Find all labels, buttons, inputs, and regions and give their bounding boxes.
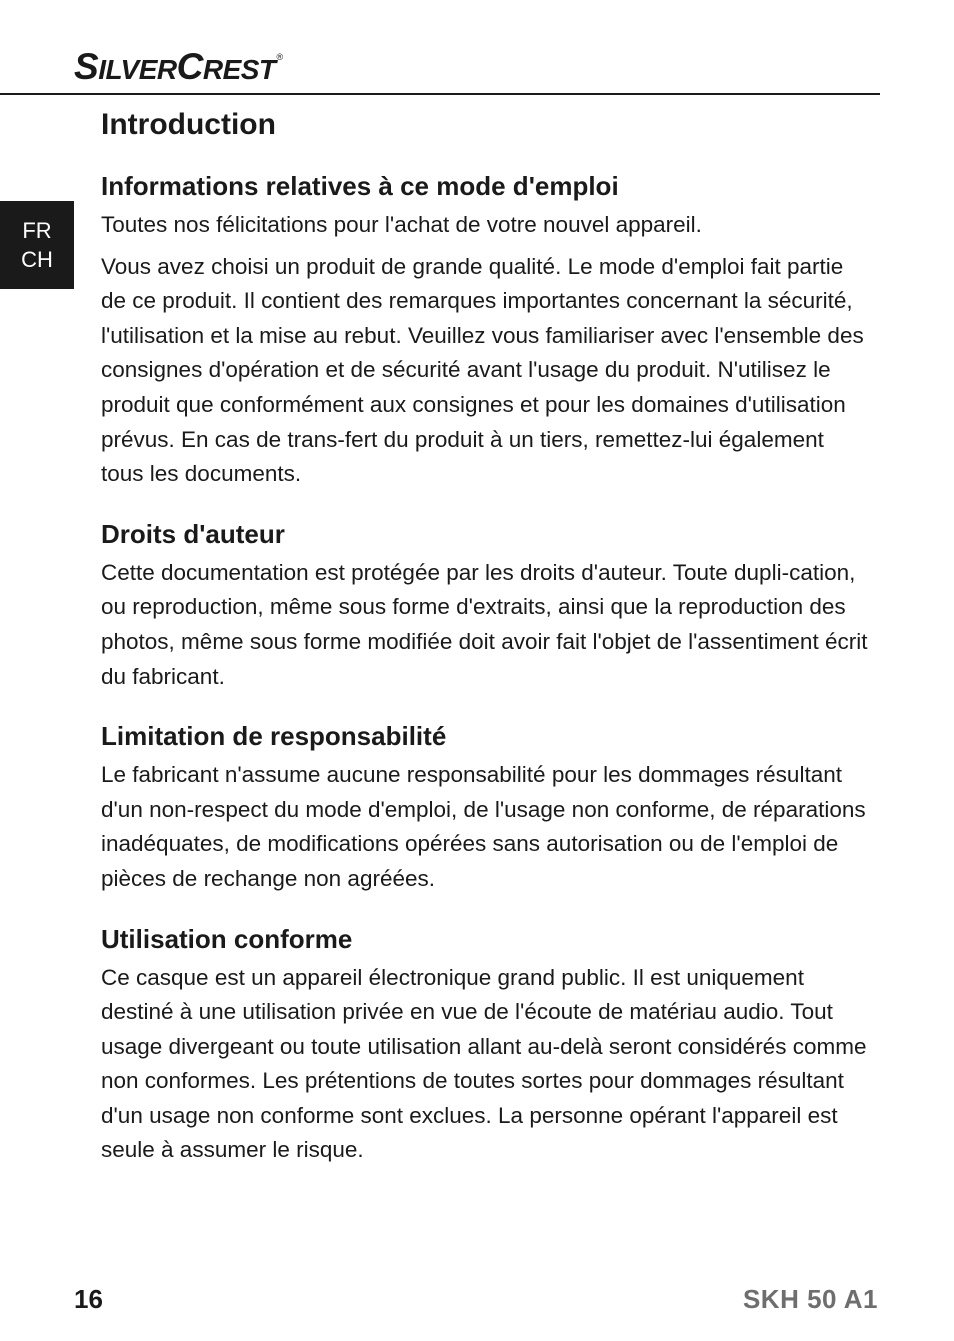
page-title: Introduction <box>101 108 276 141</box>
registered-mark: ® <box>276 52 283 62</box>
main-content <box>101 104 871 1168</box>
section-paragraph: Cette documentation est protégée par les droits d'auteur. Toute dupli-cation, ou reproduction, même sous forme d'extraits, ainsi que la reproduction des photos, même sous forme modifiée doit avoir fait l'objet de l'assentiment écrit du fabricant. <box>101 559 868 689</box>
section-paragraph: Ce casque est un appareil électronique grand public. Il est uniquement destiné à une utilisation privée en vue de l'écoute de matériau audio. Tout usage divergeant ou toute utilisation allant au-delà seront considérés comme non conformes. Les prétentions de toutes sortes pour dommages résultant d'un usage non conforme sont exclues. La personne opérant l'appareil est seule à assumer le risque. <box>101 964 867 1163</box>
section-title-intended-use: Utilisation conforme <box>101 923 353 954</box>
page-number: 16 <box>74 1284 103 1314</box>
section-paragraph: Toutes nos félicitations pour l'achat de votre nouvel appareil. <box>101 212 702 237</box>
language-tab <box>0 201 74 289</box>
model-number: SKH 50 A1 <box>742 1284 878 1314</box>
logo-letter-c: C <box>176 46 203 87</box>
language-code-fr: FR <box>22 218 52 243</box>
section-title-liability: Limitation de responsabilité <box>101 721 447 752</box>
language-code-ch: CH <box>21 247 53 272</box>
logo-text-ilver: ILVER <box>98 54 177 85</box>
section-paragraph: Vous avez choisi un produit de grande qualité. Le mode d'emploi fait partie de ce produit. Il contient des remarques importantes concernant la sécurité, l'utilisation et la mise au rebut. Veuillez vous familiariser avec l'ensemble des consignes d'opération et de sécurité avant l'usage du produit. N'utilisez le produit que conformément aux consignes et pour les domaines d'utilisation prévus. En cas de trans-fert du produit à un tiers, remettez-lui également tous les documents. <box>101 253 864 487</box>
section-title-copyright: Droits d'auteur <box>101 518 285 549</box>
section-paragraph: Le fabricant n'assume aucune responsabilité pour les dommages résultant d'un non-respect du mode d'emploi, de l'usage non conforme, de réparations inadéquates, de modifications opérées sans autorisation ou de l'emploi de pièces de rechange non agréées. <box>101 762 866 891</box>
section-title-manual-info: Informations relatives à ce mode d'emploi <box>101 171 619 201</box>
logo-text-rest: REST <box>202 54 276 85</box>
brand-logo <box>74 46 282 88</box>
header-divider <box>0 93 880 95</box>
logo-letter-s: S <box>74 46 99 87</box>
